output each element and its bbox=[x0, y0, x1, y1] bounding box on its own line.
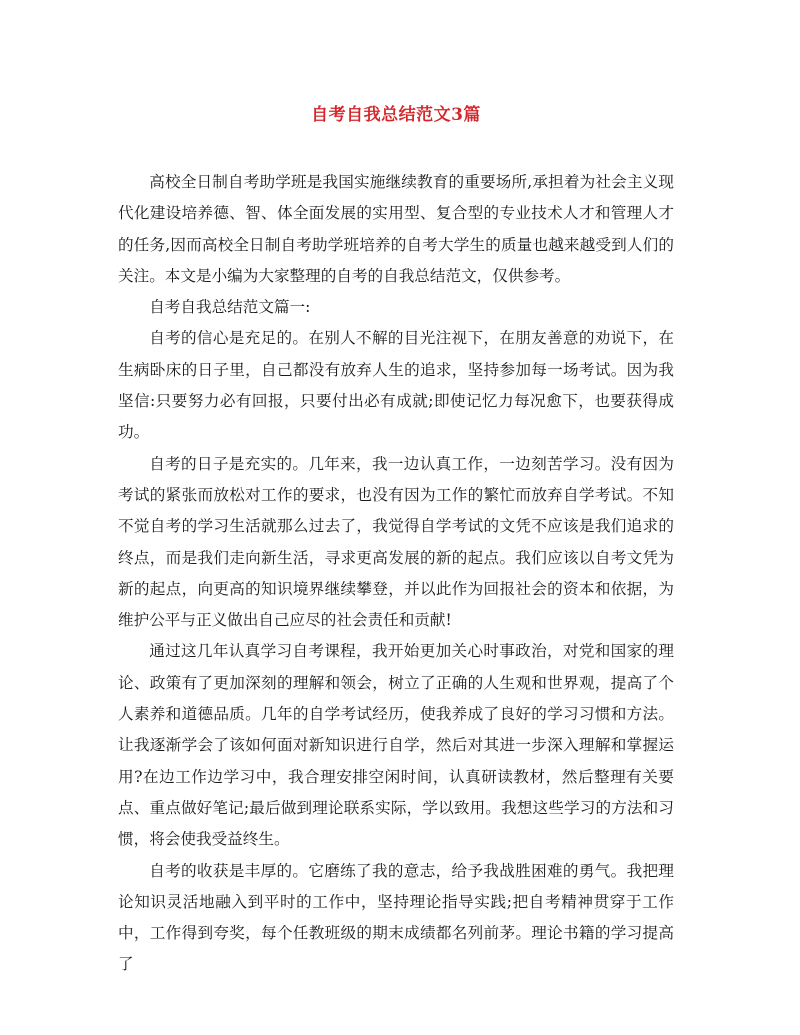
body-paragraph: 通过这几年认真学习自考课程，我开始更加关心时事政治，对党和国家的理论、政策有了更加深刻的理解和领会，树立了正确的人生观和世界观，提高了个人素养和道德品质。几年的自学考试经历，使我养成了良好的学习习惯和方法。让我逐渐学会了该如何面对新知识进行自学，然后对其进一步深入理解和掌握运用?在边工作边学习中，我合理安排空闲时间，认真研读教材，然后整理有关要点、重点做好笔记;最后做到理论联系实际，学以致用。我想这些学习的方法和习惯，将会使我受益终生。 bbox=[118, 642, 674, 849]
document-page bbox=[118, 100, 674, 981]
body-paragraph: 自考的日子是充实的。几年来，我一边认真工作，一边刻苦学习。没有因为考试的紧张而放松对工作的要求，也没有因为工作的繁忙而放弃自学考试。不知不觉自考的学习生活就那么过去了，我觉得自学考试的文凭不应该是我们追求的终点，而是我们走向新生活，寻求更高发展的新的起点。我们应该以自考文凭为新的起点，向更高的知识境界继续攀登，并以此作为回报社会的资本和依据，为维护公平与正义做出自己应尽的社会责任和贡献! bbox=[118, 454, 674, 630]
body-paragraph: 自考的收获是丰厚的。它磨练了我的意志，给予我战胜困难的勇气。我把理论知识灵活地融入到平时的工作中，坚持理论指导实践;把自考精神贯穿于工作中，工作得到夸奖，每个任教班级的期末成绩都名列前茅。理论书籍的学习提高了 bbox=[118, 861, 674, 974]
body-paragraph: 自考的信心是充足的。在别人不解的目光注视下，在朋友善意的劝说下，在生病卧床的日子里，自己都没有放弃人生的追求，坚持参加每一场考试。因为我坚信:只要努力必有回报，只要付出必有成就;即使记忆力每况愈下，也要获得成功。 bbox=[118, 329, 674, 442]
section-heading: 自考自我总结范文篇一: bbox=[149, 298, 311, 317]
document-title: 自考自我总结范文3篇 bbox=[311, 105, 481, 125]
intro-paragraph: 高校全日制自考助学班是我国实施继续教育的重要场所,承担着为社会主义现代化建设培养德、智、体全面发展的实用型、复合型的专业技术人才和管理人才的任务,因而高校全日制自考助学班培养的自考大学生的质量也越来越受到人们的关注。本文是小编为大家整理的自考的自我总结范文，仅供参考。 bbox=[118, 173, 674, 285]
